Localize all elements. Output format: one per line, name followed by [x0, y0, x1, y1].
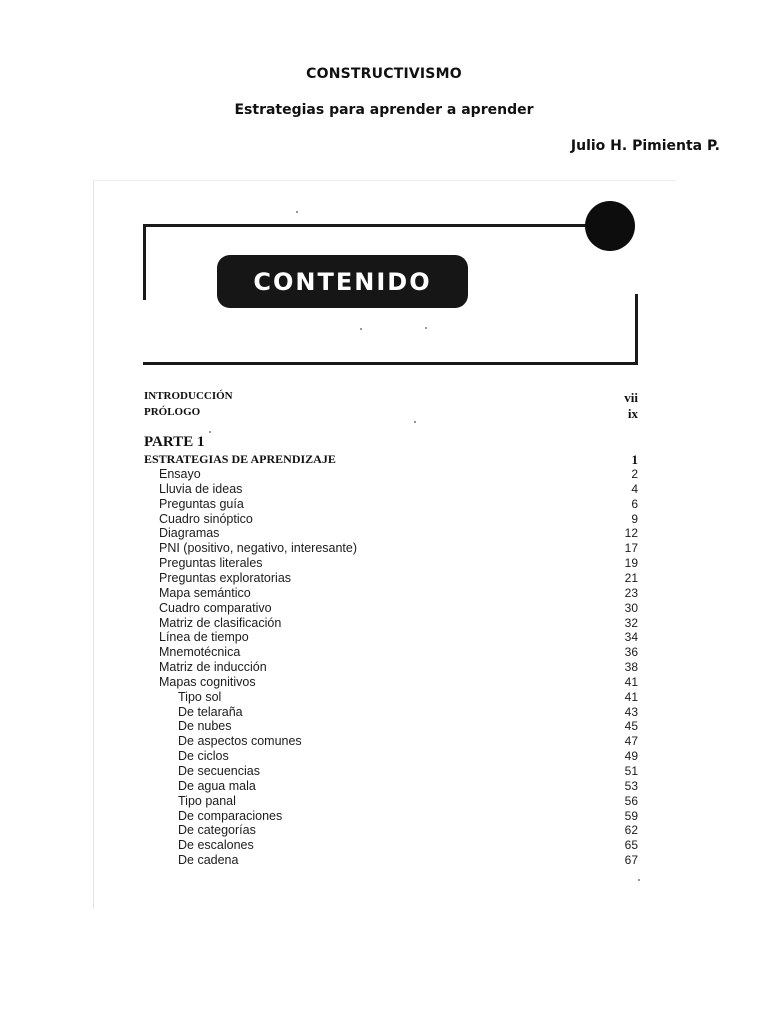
toc-page-number: 67: [624, 853, 638, 868]
toc-page-number: vii: [624, 390, 638, 405]
toc-entry-label: De escalones: [178, 838, 254, 853]
toc-page-number: 32: [624, 615, 638, 630]
toc-entry-label: Preguntas guía: [159, 496, 244, 511]
toc-entry-label: Mnemotécnica: [159, 645, 241, 660]
toc-entry-label: De telaraña: [178, 704, 243, 719]
toc-entry-label: De agua mala: [178, 778, 256, 793]
toc-entry-label: Diagramas: [159, 526, 220, 541]
toc-page-number: 23: [624, 585, 638, 600]
document-subtitle: Estrategias para aprender a aprender: [234, 102, 534, 118]
toc-page-number: 17: [624, 541, 638, 556]
toc-page-number: 19: [624, 556, 638, 571]
toc-entry-label: Matriz de inducción: [159, 660, 267, 675]
toc-entry-label: Preguntas exploratorias: [159, 570, 292, 585]
toc-entry-label: Tipo panal: [178, 793, 236, 808]
toc-entry-label: Cuadro comparativo: [159, 600, 272, 615]
toc-page-number: 2: [631, 467, 638, 481]
toc-entry-label: Línea de tiempo: [159, 630, 249, 645]
toc-page-number: 41: [624, 689, 638, 704]
toc-entry-label: ESTRATEGIAS DE APRENDIZAJE: [144, 452, 336, 466]
toc-entry-label: PRÓLOGO: [144, 406, 201, 418]
toc-entry-label: INTRODUCCIÓN: [144, 390, 233, 402]
toc-page-number: 59: [624, 808, 638, 823]
toc-page-number: 47: [624, 734, 638, 749]
toc-entry-label: Matriz de clasificación: [159, 615, 282, 630]
toc-entry-label: Cuadro sinóptico: [159, 511, 253, 526]
toc-page-number: 51: [624, 764, 638, 778]
document-author: Julio H. Pimienta P.: [570, 138, 720, 154]
toc-page-number: 45: [624, 719, 638, 734]
toc-page-number: 6: [631, 496, 638, 511]
toc-page-number: 41: [624, 674, 638, 689]
toc-entry-label: PNI (positivo, negativo, interesante): [159, 541, 358, 556]
toc-page-number: 62: [624, 823, 638, 838]
toc-page-number: 34: [624, 630, 638, 645]
document-header: [0, 0, 768, 170]
toc-page-number: 53: [624, 778, 638, 793]
toc-entry-label: De aspectos comunes: [178, 734, 302, 749]
contents-banner: CONTENIDO: [217, 255, 468, 308]
toc-page-number: 1: [631, 452, 638, 467]
toc-page-number: 30: [624, 600, 638, 615]
toc-entry-label: Tipo sol: [178, 689, 222, 704]
toc-entry-label: Lluvia de ideas: [159, 481, 243, 496]
toc-entry-label: De categorías: [178, 823, 256, 838]
toc-page-number: 43: [624, 704, 638, 719]
toc-entry-label: De comparaciones: [178, 808, 283, 823]
toc-entry-label: De cadena: [178, 853, 239, 868]
scanned-contents-page: [93, 180, 676, 909]
toc-page-number: 56: [624, 793, 638, 808]
toc-entry-label: PARTE 1: [144, 434, 205, 450]
table-of-contents: [94, 181, 676, 909]
toc-entry-label: Mapa semántico: [159, 585, 251, 600]
toc-entry-label: De nubes: [178, 719, 232, 734]
toc-page-number: 36: [624, 645, 638, 660]
toc-page-number: 21: [624, 570, 638, 585]
toc-page-number: 49: [624, 749, 638, 764]
toc-entry-label: Mapas cognitivos: [159, 674, 256, 689]
toc-page-number: 65: [624, 838, 638, 853]
document-title: CONSTRUCTIVISMO: [306, 66, 462, 82]
toc-entry-label: De ciclos: [178, 749, 229, 764]
toc-page-number: 38: [624, 660, 638, 675]
toc-page-number: 4: [631, 481, 638, 496]
toc-entry-label: Ensayo: [159, 467, 201, 481]
toc-entry-label: De secuencias: [178, 764, 260, 778]
toc-entry-label: Preguntas literales: [159, 556, 263, 571]
toc-page-number: ix: [627, 406, 638, 421]
toc-page-number: 9: [631, 511, 638, 526]
toc-page-number: 12: [624, 526, 638, 541]
